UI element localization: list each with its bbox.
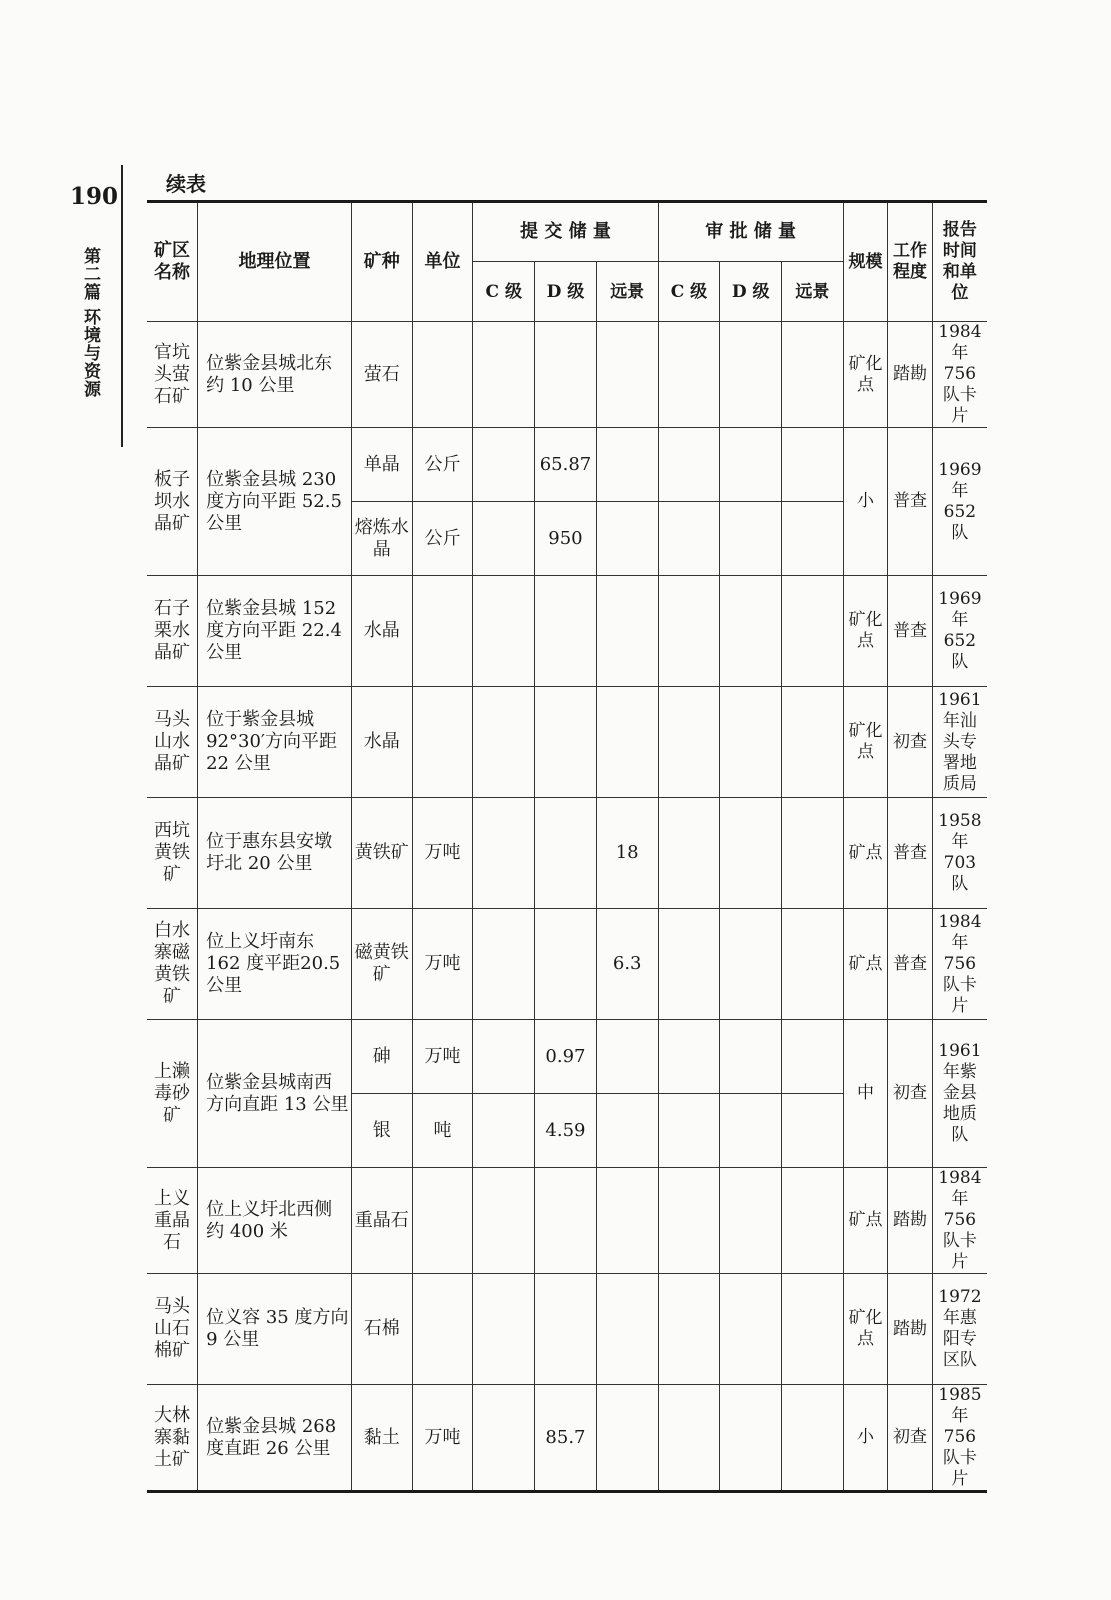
cell-unit <box>412 576 473 687</box>
cell-location: 位紫金县城北东约 10 公里 <box>198 322 352 428</box>
cell-approved-c <box>658 1168 720 1274</box>
cell-unit: 公斤 <box>412 428 473 502</box>
cell-submitted-prospect <box>596 502 658 576</box>
cell-approved-d <box>720 1094 782 1168</box>
header-submitted-c: C 级 <box>473 262 535 322</box>
header-submitted-d: D 级 <box>535 262 597 322</box>
cell-unit <box>412 322 473 428</box>
cell-work-degree: 初查 <box>888 1020 933 1168</box>
cell-approved-c <box>658 1274 720 1385</box>
cell-work-degree: 普查 <box>888 909 933 1020</box>
cell-report: 1972 年惠阳专区队 <box>932 1274 987 1385</box>
cell-name: 西坑黄铁矿 <box>147 798 198 909</box>
cell-approved-d <box>720 1168 782 1274</box>
header-approved-reserves: 审 批 储 量 <box>658 202 843 262</box>
cell-report: 1958 年 703 队 <box>932 798 987 909</box>
header-report: 报告时间和单位 <box>932 202 987 322</box>
cell-work-degree: 普查 <box>888 428 933 576</box>
cell-submitted-c <box>473 576 535 687</box>
cell-scale: 矿点 <box>843 1168 888 1274</box>
header-submitted-prospect: 远景 <box>596 262 658 322</box>
cell-work-degree: 初查 <box>888 687 933 798</box>
page-number: 190 <box>70 183 119 210</box>
table-row <box>147 1274 987 1385</box>
cell-approved-d <box>720 1020 782 1094</box>
cell-approved-d <box>720 798 782 909</box>
cell-mineral: 熔炼水晶 <box>351 502 412 576</box>
cell-submitted-prospect <box>596 1168 658 1274</box>
cell-name: 白水寨磁黄铁矿 <box>147 909 198 1020</box>
mineral-reserves-table <box>147 200 987 1493</box>
cell-mineral: 磁黄铁矿 <box>351 909 412 1020</box>
cell-submitted-c <box>473 687 535 798</box>
cell-approved-prospect <box>782 428 844 502</box>
cell-unit: 公斤 <box>412 502 473 576</box>
cell-approved-prospect <box>782 502 844 576</box>
cell-location: 位义容 35 度方向 9 公里 <box>198 1274 352 1385</box>
cell-approved-prospect <box>782 1020 844 1094</box>
cell-work-degree: 踏勘 <box>888 1274 933 1385</box>
cell-name: 上濑毒砂矿 <box>147 1020 198 1168</box>
cell-approved-d <box>720 1274 782 1385</box>
cell-submitted-prospect <box>596 1385 658 1492</box>
cell-approved-d <box>720 687 782 798</box>
cell-name: 板子坝水晶矿 <box>147 428 198 576</box>
cell-submitted-c <box>473 909 535 1020</box>
cell-approved-c <box>658 687 720 798</box>
cell-submitted-prospect <box>596 1094 658 1168</box>
cell-approved-c <box>658 322 720 428</box>
cell-report: 1969 年 652 队 <box>932 428 987 576</box>
cell-scale: 矿化点 <box>843 322 888 428</box>
cell-approved-d <box>720 322 782 428</box>
cell-name: 石子栗水晶矿 <box>147 576 198 687</box>
cell-submitted-d <box>535 798 597 909</box>
cell-submitted-d <box>535 576 597 687</box>
cell-location: 位上义圩北西侧约 400 米 <box>198 1168 352 1274</box>
cell-submitted-prospect <box>596 687 658 798</box>
header-submitted-reserves: 提 交 储 量 <box>473 202 658 262</box>
cell-submitted-prospect <box>596 428 658 502</box>
cell-name: 马头山石棉矿 <box>147 1274 198 1385</box>
cell-report: 1984 年 756 队卡片 <box>932 909 987 1020</box>
cell-submitted-c <box>473 798 535 909</box>
cell-location: 位紫金县城 152 度方向平距 22.4公里 <box>198 576 352 687</box>
cell-location: 位上义圩南东 162 度平距20.5 公里 <box>198 909 352 1020</box>
cell-submitted-prospect <box>596 1020 658 1094</box>
cell-location: 位紫金县城南西方向直距 13 公里 <box>198 1020 352 1168</box>
cell-submitted-prospect: 6.3 <box>596 909 658 1020</box>
cell-submitted-d: 65.87 <box>535 428 597 502</box>
cell-submitted-c <box>473 1094 535 1168</box>
header-unit: 单位 <box>412 202 473 322</box>
cell-approved-prospect <box>782 1094 844 1168</box>
table-row <box>147 428 987 502</box>
cell-unit: 万吨 <box>412 909 473 1020</box>
cell-report: 1969 年 652 队 <box>932 576 987 687</box>
cell-approved-c <box>658 1020 720 1094</box>
cell-mineral: 石棉 <box>351 1274 412 1385</box>
cell-approved-c <box>658 502 720 576</box>
table-row <box>147 322 987 428</box>
cell-scale: 矿点 <box>843 798 888 909</box>
cell-approved-prospect <box>782 1385 844 1492</box>
table-row <box>147 909 987 1020</box>
header-approved-d: D 级 <box>720 262 782 322</box>
cell-approved-prospect <box>782 1274 844 1385</box>
cell-approved-d <box>720 428 782 502</box>
cell-scale: 矿化点 <box>843 1274 888 1385</box>
cell-approved-prospect <box>782 322 844 428</box>
table-row <box>147 576 987 687</box>
cell-unit <box>412 1168 473 1274</box>
cell-approved-d <box>720 1385 782 1492</box>
cell-mineral: 水晶 <box>351 687 412 798</box>
cell-submitted-prospect <box>596 576 658 687</box>
header-approved-c: C 级 <box>658 262 720 322</box>
cell-approved-d <box>720 909 782 1020</box>
cell-approved-c <box>658 576 720 687</box>
cell-work-degree: 踏勘 <box>888 322 933 428</box>
cell-unit: 万吨 <box>412 1020 473 1094</box>
cell-location: 位于惠东县安墩圩北 20 公里 <box>198 798 352 909</box>
cell-approved-c <box>658 798 720 909</box>
cell-report: 1985 年 756 队卡片 <box>932 1385 987 1492</box>
cell-unit: 万吨 <box>412 798 473 909</box>
cell-unit <box>412 687 473 798</box>
cell-submitted-prospect <box>596 322 658 428</box>
header-work-degree: 工作程度 <box>888 202 933 322</box>
cell-scale: 矿点 <box>843 909 888 1020</box>
cell-approved-d <box>720 576 782 687</box>
cell-unit: 吨 <box>412 1094 473 1168</box>
cell-scale: 矿化点 <box>843 576 888 687</box>
cell-scale: 中 <box>843 1020 888 1168</box>
cell-unit <box>412 1274 473 1385</box>
cell-location: 位紫金县城 268 度直距 26 公里 <box>198 1385 352 1492</box>
margin-rule <box>121 165 123 447</box>
cell-submitted-d <box>535 322 597 428</box>
cell-mineral: 萤石 <box>351 322 412 428</box>
cell-name: 上义重晶石 <box>147 1168 198 1274</box>
cell-submitted-c <box>473 1168 535 1274</box>
cell-work-degree: 初查 <box>888 1385 933 1492</box>
table-row <box>147 1020 987 1094</box>
cell-submitted-prospect <box>596 1274 658 1385</box>
cell-approved-c <box>658 1094 720 1168</box>
cell-approved-prospect <box>782 1168 844 1274</box>
cell-submitted-d: 4.59 <box>535 1094 597 1168</box>
cell-report: 1984 年 756 队卡片 <box>932 322 987 428</box>
cell-submitted-d <box>535 909 597 1020</box>
header-approved-prospect: 远景 <box>782 262 844 322</box>
header-name: 矿区名称 <box>147 202 198 322</box>
cell-submitted-c <box>473 322 535 428</box>
cell-submitted-d: 950 <box>535 502 597 576</box>
header-location: 地理位置 <box>198 202 352 322</box>
cell-work-degree: 普查 <box>888 798 933 909</box>
cell-name: 马头山水晶矿 <box>147 687 198 798</box>
continued-label: 续表 <box>166 172 206 196</box>
cell-mineral: 银 <box>351 1094 412 1168</box>
cell-work-degree: 踏勘 <box>888 1168 933 1274</box>
cell-mineral: 黏土 <box>351 1385 412 1492</box>
table-row <box>147 687 987 798</box>
table-row <box>147 1385 987 1492</box>
cell-submitted-c <box>473 1274 535 1385</box>
cell-scale: 矿化点 <box>843 687 888 798</box>
cell-scale: 小 <box>843 1385 888 1492</box>
cell-approved-c <box>658 909 720 1020</box>
cell-name: 官坑头萤石矿 <box>147 322 198 428</box>
cell-mineral: 砷 <box>351 1020 412 1094</box>
cell-submitted-d <box>535 687 597 798</box>
table-row <box>147 1168 987 1274</box>
cell-report: 1961 年汕头专署地质局 <box>932 687 987 798</box>
cell-mineral: 单晶 <box>351 428 412 502</box>
cell-approved-prospect <box>782 909 844 1020</box>
cell-mineral: 重晶石 <box>351 1168 412 1274</box>
cell-approved-prospect <box>782 576 844 687</box>
cell-unit: 万吨 <box>412 1385 473 1492</box>
cell-approved-prospect <box>782 687 844 798</box>
cell-submitted-c <box>473 1020 535 1094</box>
table-row <box>147 798 987 909</box>
cell-approved-c <box>658 428 720 502</box>
cell-submitted-prospect: 18 <box>596 798 658 909</box>
cell-location: 位紫金县城 230 度方向平距 52.5 公里 <box>198 428 352 576</box>
cell-scale: 小 <box>843 428 888 576</box>
header-scale: 规模 <box>843 202 888 322</box>
cell-location: 位于紫金县城 92°30′方向平距 22 公里 <box>198 687 352 798</box>
cell-mineral: 水晶 <box>351 576 412 687</box>
cell-work-degree: 普查 <box>888 576 933 687</box>
cell-approved-d <box>720 502 782 576</box>
cell-name: 大林寨黏土矿 <box>147 1385 198 1492</box>
cell-submitted-d: 0.97 <box>535 1020 597 1094</box>
cell-mineral: 黄铁矿 <box>351 798 412 909</box>
cell-submitted-d <box>535 1168 597 1274</box>
side-heading: 第二篇 环境与资源 <box>80 247 100 398</box>
cell-submitted-c <box>473 1385 535 1492</box>
cell-submitted-c <box>473 428 535 502</box>
header-mineral: 矿种 <box>351 202 412 322</box>
cell-submitted-d: 85.7 <box>535 1385 597 1492</box>
cell-approved-c <box>658 1385 720 1492</box>
cell-submitted-c <box>473 502 535 576</box>
cell-report: 1984 年 756 队卡片 <box>932 1168 987 1274</box>
cell-submitted-d <box>535 1274 597 1385</box>
cell-report: 1961 年紫金县地质队 <box>932 1020 987 1168</box>
cell-approved-prospect <box>782 798 844 909</box>
